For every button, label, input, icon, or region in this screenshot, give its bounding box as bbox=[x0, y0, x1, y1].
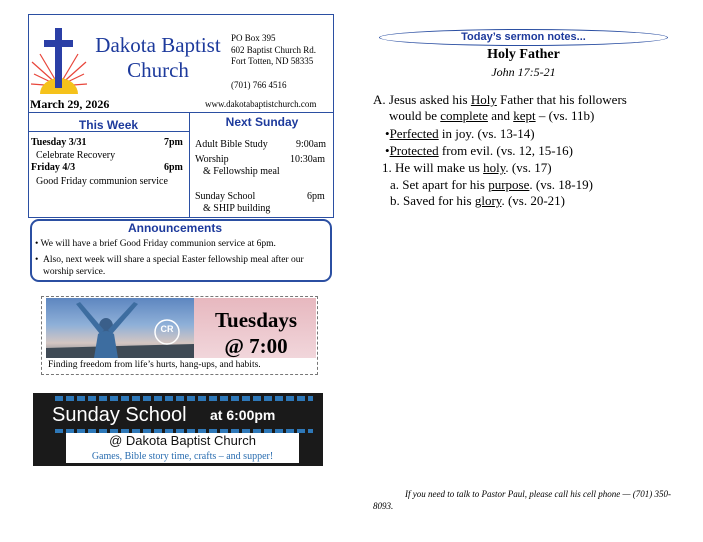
address-line: PO Box 395 bbox=[231, 33, 276, 43]
event-day: Tuesday 3/31 bbox=[31, 137, 87, 148]
address-line: 602 Baptist Church Rd. bbox=[231, 44, 316, 55]
sermon-note-line: would be complete and kept – (vs. 11b) bbox=[389, 108, 595, 123]
event-name: Adult Bible Study bbox=[195, 139, 268, 150]
sermon-notes-heading: Today’s sermon notes... bbox=[461, 31, 586, 43]
sermon-note-line: a. Set apart for his purpose. (vs. 18-19) bbox=[390, 177, 593, 192]
event-name: Worship bbox=[195, 154, 229, 165]
sermon-note-line: A. Jesus asked his Holy Father that his followers bbox=[373, 92, 627, 107]
sermon-note-line: •Protected from evil. (vs. 12, 15-16) bbox=[385, 143, 573, 158]
event-sub: & SHIP building bbox=[203, 203, 271, 214]
event-time: 6pm bbox=[307, 191, 325, 202]
church-website[interactable]: www.dakotabaptistchurch.com bbox=[205, 99, 317, 109]
sermon-note-line: 1. He will make us holy. (vs. 17) bbox=[382, 160, 552, 175]
church-name: Dakota Baptist Church bbox=[95, 33, 221, 82]
sermon-reference: John 17:5-21 bbox=[491, 65, 556, 79]
announcements-heading: Announcements bbox=[127, 221, 222, 235]
worship-photo bbox=[46, 298, 194, 358]
this-week-heading: This Week bbox=[78, 118, 139, 132]
event-time: 9:00am bbox=[296, 139, 326, 150]
cr-day-label: Tuesdays bbox=[214, 308, 298, 332]
cross-sunburst-logo bbox=[30, 24, 88, 96]
church-phone: (701) 766 4516 bbox=[231, 80, 287, 90]
stripe-decoration bbox=[55, 396, 313, 401]
divider bbox=[28, 112, 334, 113]
next-sunday-heading: Next Sunday bbox=[225, 115, 299, 129]
event-name: Sunday School bbox=[195, 191, 256, 202]
bullet-icon: • bbox=[35, 239, 41, 249]
announcement-item: • We will have a brief Good Friday communion service at 6pm. bbox=[35, 239, 276, 249]
sermon-title: Holy Father bbox=[487, 47, 560, 62]
ss-title: Sunday School bbox=[52, 404, 187, 426]
sermon-note-line: b. Saved for his glory. (vs. 20-21) bbox=[390, 193, 566, 208]
sermon-note-line: •Perfected in joy. (vs. 13-14) bbox=[385, 126, 535, 141]
event-time: 6pm bbox=[164, 162, 183, 173]
address-line: Fort Totten, ND 58335 bbox=[231, 56, 314, 66]
pastor-contact-note: If you need to talk to Pastor Paul, please call his cell phone — (701) 350-8093. bbox=[373, 489, 671, 511]
event-desc: Celebrate Recovery bbox=[36, 150, 116, 161]
ss-subtitle: Games, Bible story time, crafts – and supper! bbox=[91, 451, 274, 462]
bullet-icon: • bbox=[385, 143, 390, 158]
ss-church-name: @ Dakota Baptist Church bbox=[109, 433, 256, 448]
event-time: 7pm bbox=[164, 137, 183, 148]
announcement-item: • Also, next week will share a special Easter fellowship meal after our worship service. bbox=[35, 255, 304, 277]
cr-logo-text: CR bbox=[160, 324, 174, 334]
event-day: Friday 4/3 bbox=[31, 162, 76, 173]
event-sub: & Fellowship meal bbox=[203, 166, 280, 177]
bulletin-date: March 29, 2026 bbox=[30, 97, 110, 111]
cr-time-label: @ 7:00 bbox=[224, 334, 288, 358]
church-address bbox=[231, 33, 316, 68]
event-time: 10:30am bbox=[290, 154, 325, 165]
bullet-icon: • bbox=[385, 126, 390, 141]
event-desc: Good Friday communion service bbox=[36, 176, 168, 187]
cr-caption: Finding freedom from life’s hurts, hang-ups, and habits. bbox=[48, 360, 261, 370]
bullet-icon: • bbox=[35, 255, 39, 265]
ss-time: at 6:00pm bbox=[210, 407, 276, 423]
